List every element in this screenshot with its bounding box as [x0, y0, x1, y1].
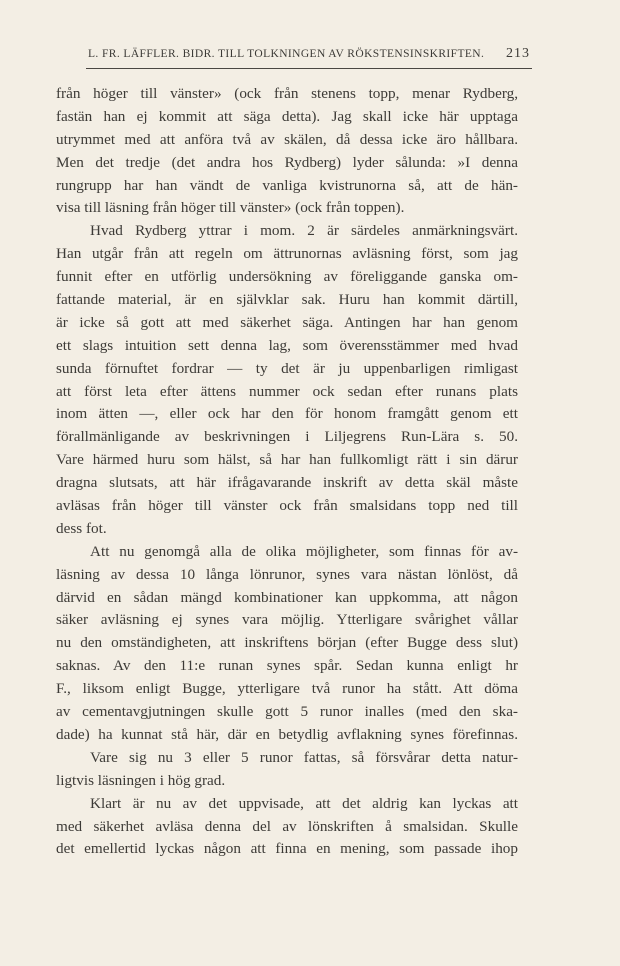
- text-line: fastän han ej kommit att säga detta). Jag skall icke här upptaga: [56, 107, 518, 125]
- body-text: [56, 83, 518, 861]
- text-line: dess fot.: [56, 519, 107, 537]
- text-line: ett slags intuition sett denna lag, som överensstämmer med hvad: [56, 336, 518, 354]
- page-number: 213: [506, 46, 530, 61]
- text-line: av cementavgjutningen skulle gott 5 runor inalles (med den ska-: [56, 703, 518, 721]
- text-line: Men det tredje (det andra hos Rydberg) lyder sålunda: »I denna: [56, 153, 518, 171]
- text-line: med säkerhet avläsa denna del av lönskriften å smalsidan. Skulle: [56, 817, 518, 835]
- running-header: [88, 48, 530, 60]
- text-line: dragna slutsats, att här ifrågavarande inskrift av detta skäl måste: [56, 474, 518, 492]
- text-line: fattande material, är en självklar sak. Huru han kommit därtill,: [56, 291, 518, 309]
- text-line: dade) ha kunnat stå här, där en betydlig avflakning synes förefinnas.: [56, 725, 518, 743]
- text-line: inom ätten —, eller ock har den för honom framgått genom ett: [56, 405, 518, 423]
- text-line: det emellertid lyckas någon att finna en mening, som passade ihop: [56, 840, 518, 858]
- text-line: Han utgår från att regeln om ättrunornas avläsning först, som jag: [56, 245, 518, 263]
- text-line: därvid en sådan mängd kombinationer kan uppkomma, att någon: [56, 588, 518, 606]
- text-line: rungrupp har han vändt de vanliga kvistrunorna så, att de hän-: [56, 176, 518, 194]
- text-line: nu den omständigheten, att inskriftens början (efter Bugge dess slut): [56, 634, 518, 652]
- text-line: utrymmet med att anföra två av skälen, då dessa icke äro hållbara.: [56, 130, 518, 148]
- text-line: ligtvis läsningen i hög grad.: [56, 771, 226, 789]
- text-line: förallmänligande av beskrivningen i Liljegrens Run-Lära s. 50.: [56, 428, 518, 446]
- text-line: Att nu genomgå alla de olika möjligheter, som finnas för av-: [90, 542, 518, 560]
- text-line: saknas. Av den 11:e runan synes spår. Sedan kunna enligt hr: [56, 657, 518, 675]
- text-line: sunda förnuftet fordrar — ty det är ju uppenbarligen rimligast: [56, 359, 518, 377]
- text-line: läsning av dessa 10 långa lönrunor, synes vara nästan lönlöst, då: [56, 565, 518, 583]
- text-line: funnit efter en utförlig undersökning av föreliggande ganska om-: [56, 268, 518, 286]
- text-line: Vare sig nu 3 eller 5 runor fattas, så försvårar detta natur-: [90, 748, 518, 766]
- text-line: F., liksom enligt Bugge, ytterligare två runor ha stått. Att döma: [56, 680, 518, 698]
- text-line: Hvad Rydberg yttrar i mom. 2 är särdeles anmärkningsvärt.: [90, 222, 518, 240]
- running-title: L. FR. LÄFFLER. BIDR. TILL TOLKNINGEN AV RÖKSTENSINSKRIFTEN.: [88, 48, 485, 60]
- text-line: säker avläsning ej synes vara möjlig. Ytterligare svårighet vållar: [56, 611, 518, 629]
- text-line: avläsas från höger till vänster ock från smalsidans topp ned till: [56, 497, 518, 515]
- text-line: Klart är nu av det uppvisade, att det aldrig kan lyckas att: [90, 794, 518, 812]
- text-line: från höger till vänster» (ock från stenens topp, menar Rydberg,: [56, 85, 518, 102]
- text-line: Vare härmed huru som hälst, så har han fullkomligt rätt i sin därur: [56, 451, 518, 469]
- text-line: är icke så gott att med säkerhet säga. Antingen har han genom: [56, 313, 518, 331]
- header-rule: [86, 68, 532, 69]
- text-line: visa till läsning från höger till vänster» (ock från toppen).: [56, 199, 405, 217]
- text-line: att först leta efter ättens nummer ock sedan efter runans plats: [56, 382, 518, 400]
